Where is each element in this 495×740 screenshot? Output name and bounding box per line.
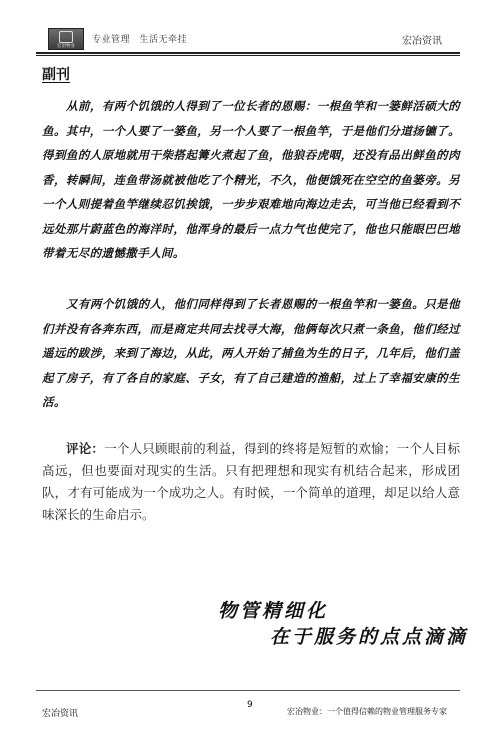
comment-text: 一个人只顾眼前的利益，得到的终将是短暂的欢愉；一个人目标高远，但也要面对现实的生活。只有把理想和现实有机结合起来，形成团队，才有可能成为一个成功之人。有时候，一个简单的道理，却足以给人意味深长的生命启示。	[42, 441, 460, 522]
footer-divider	[36, 690, 460, 691]
story-paragraph-1: 从前，有两个饥饿的人得到了一位长者的恩赐：一根鱼竿和一篓鲜活硕大的鱼。其中，一个人要了一篓鱼，另一个人要了一根鱼竿，于是他们分道扬镳了。得到鱼的人原地就用干柴搭起篝火煮起了鱼，他狼吞虎咽，还没有品出鲜鱼的肉香，转瞬间，连鱼带汤就被他吃了个精光，不久，他便饿死在空空的鱼篓旁。另一个人则提着鱼竿继续忍饥挨饿，一步步艰难地向海边走去，可当他已经看到不远处那片蔚蓝色的海洋时，他浑身的最后一点力气也使完了，他也只能眼巴巴地带着无尽的遗憾撒手人间。	[42, 99, 460, 260]
section-title: 副刊	[42, 67, 70, 83]
company-logo	[48, 28, 84, 50]
comment-label: 评论：	[66, 441, 105, 456]
logo-emblem-icon	[59, 31, 73, 43]
header-brand: 宏冶资讯	[402, 36, 442, 47]
page-header	[42, 26, 460, 50]
motto-line-2: 在于服务的点点滴滴	[270, 626, 469, 648]
footer-tagline: 宏冶物业：一个值得信赖的物业管理服务专家	[287, 707, 447, 716]
footer-brand: 宏冶资讯	[42, 709, 79, 719]
logo-text: 宏冶物业	[56, 43, 75, 49]
comment-paragraph	[42, 438, 460, 526]
header-slogan: 专业管理 生活无牵挂	[92, 35, 188, 45]
header-divider	[36, 52, 460, 54]
header-divider-thin	[36, 55, 460, 56]
motto-line-1: 物管精细化	[218, 600, 329, 622]
story-paragraph-2: 又有两个饥饿的人，他们同样得到了长者恩赐的一根鱼竿和一篓鱼。只是他们并没有各奔东西，而是商定共同去找寻大海，他俩每次只煮一条鱼，他们经过遥远的跋涉，来到了海边，从此，两人开始了捕鱼为生的日子，几年后，他们盖起了房子，有了各自的家庭、子女，有了自己建造的渔船，过上了幸福安康的生活。	[42, 297, 460, 409]
page-number: 9	[247, 700, 253, 710]
